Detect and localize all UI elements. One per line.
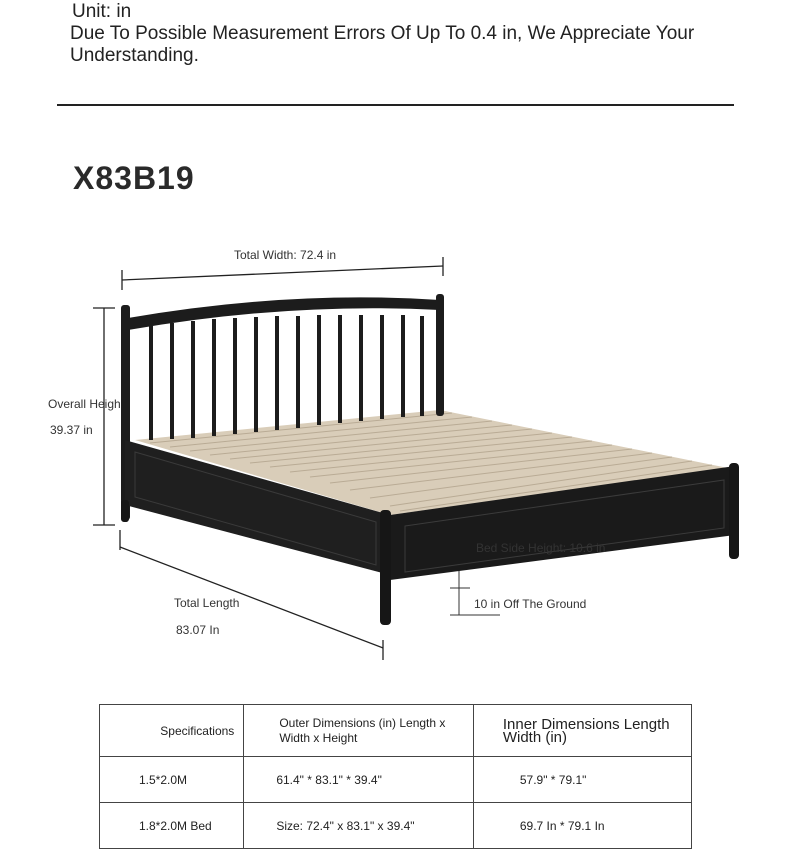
total-width-label: Total Width: 72.4 in [234, 248, 337, 262]
bed-illustration [0, 230, 790, 670]
table-header: Outer Dimensions (in) Length x Width x Height [244, 705, 474, 757]
model-number: X83B19 [73, 160, 195, 196]
table-header: Inner Dimensions Length Width (in) [473, 705, 691, 757]
table-cell: 1.5*2.0M [100, 757, 244, 803]
table-cell: Size: 72.4" x 83.1" x 39.4" [244, 803, 474, 849]
overall-height-label: Overall Heigh [48, 397, 121, 411]
specifications-table [99, 704, 692, 849]
total-length-label: Total Length [174, 596, 240, 610]
off-ground-label: 10 in Off The Ground [474, 597, 587, 611]
bed-side-height-label: Bed Side Height: 10.6 in [476, 541, 606, 555]
divider [57, 104, 734, 106]
table-cell: 69.7 In * 79.1 In [473, 803, 691, 849]
overall-height-value: 39.37 in [50, 423, 93, 437]
table-cell: 61.4" * 83.1" * 39.4" [244, 757, 474, 803]
table-row [100, 803, 692, 849]
height-dimension-line [93, 308, 115, 525]
table-header: Specifications [100, 705, 244, 757]
table-cell: 57.9" * 79.1" [473, 757, 691, 803]
measurement-note: Due To Possible Measurement Errors Of Up To 0.4 in, We Appreciate Your Understanding. [70, 23, 695, 66]
unit-label: Unit: in [72, 1, 132, 22]
table-cell: 1.8*2.0M Bed [100, 803, 244, 849]
total-length-value: 83.07 In [176, 623, 220, 637]
table-header-row [100, 705, 692, 757]
table-row [100, 757, 692, 803]
